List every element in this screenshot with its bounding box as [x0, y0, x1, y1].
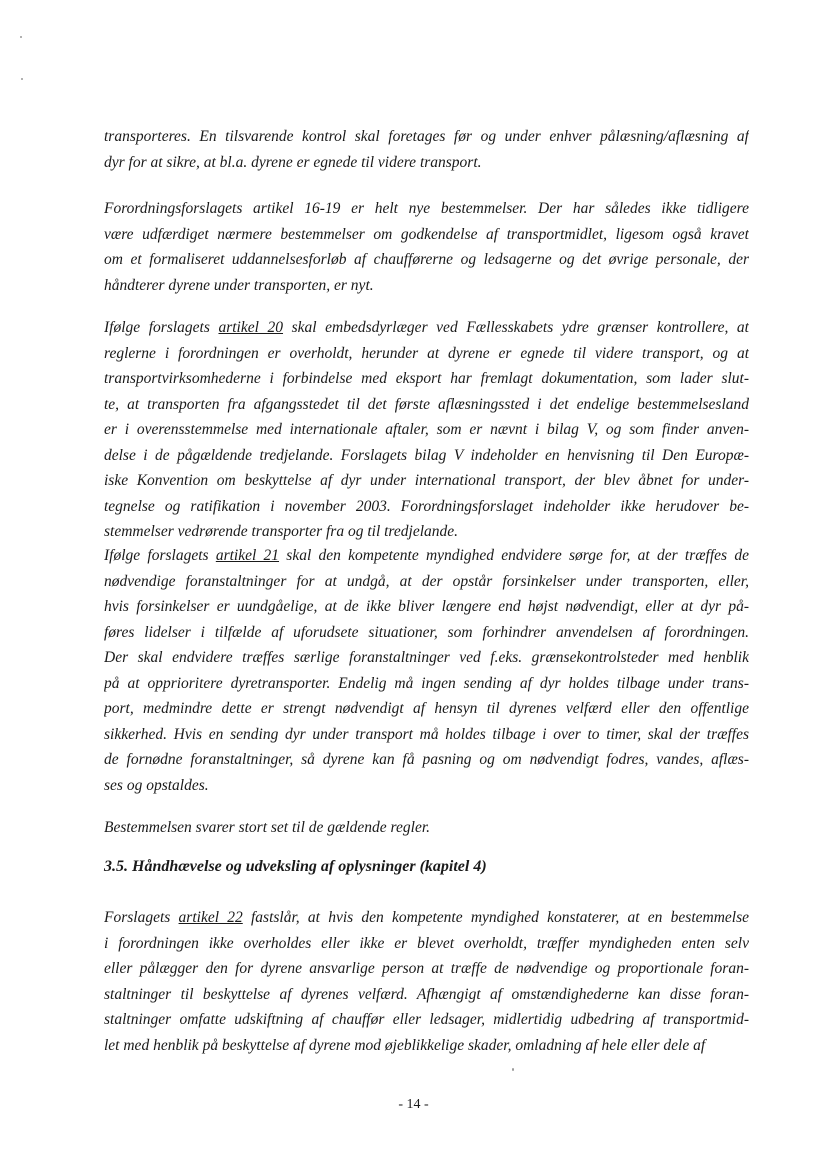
article-reference: artikel 21	[215, 547, 280, 564]
text-line: port, medmindre dette er strengt nødvendigt af hensyn til dyrenes velfærd eller den offentlige	[104, 700, 749, 717]
scan-speck	[20, 36, 22, 38]
text-line: være udfærdiget nærmere bestemmelser om godkendelse af transportmidlet, ligesom også kravet	[104, 225, 749, 243]
text-line: hvis forsinkelser er uundgåelige, at de ikke bliver længere end højst nødvendigt, eller at dyr på-	[104, 598, 749, 615]
text-line: transporteres. En tilsvarende kontrol skal foretages før og under enhver pålæsning/aflæsning af	[104, 128, 749, 145]
text-line: de fornødne foranstaltninger, så dyrene kan få pasning og om nødvendigt fodres, vandes, aflæs-	[104, 751, 749, 768]
text-line: eller pålægger den for dyrene ansvarlige person at træffe de nødvendige og proportionale foran-	[104, 960, 749, 977]
text-line: let med henblik på beskyttelse af dyrene mod øjeblikkelige skader, omladning af hele eller dele af	[104, 1036, 706, 1054]
section-heading: 3.5. Håndhævelse og udveksling af oplysninger (kapitel 4)	[104, 858, 487, 875]
text-line: sikkerhed. Hvis en sending dyr under transport må holdes tilbage i over to timer, skal der træffes	[104, 725, 749, 743]
text-line: staltninger til beskyttelse af dyrenes velfærd. Afhængigt af omstændighederne kan disse foran-	[104, 985, 749, 1003]
scan-speck	[512, 1068, 514, 1071]
text-line: delse i de pågældende tredjelande. Forslagets bilag V indeholder en henvisning til Den Europæ-	[104, 446, 749, 464]
text-line: te, at transporten fra afgangsstedet til det første aflæsningssted i det endelige bestemmelsesland	[104, 395, 749, 413]
scan-speck	[21, 78, 23, 80]
text-line: i forordningen ikke overholdes eller ikke er blevet overholdt, træffer myndigheden enten selv	[104, 934, 749, 952]
text-segment: skal den kompetente myndighed endvidere sørge for, at der træffes de	[279, 547, 749, 564]
paragraph-6	[104, 905, 749, 1058]
paragraph-3	[104, 315, 749, 545]
text-line: er i overensstemmelse med internationale aftaler, som er nævnt i bilag V, og som finder anven-	[104, 421, 749, 438]
text-line	[104, 315, 749, 341]
paragraph-1	[104, 124, 749, 175]
text-segment: Forslagets	[104, 909, 179, 926]
text-line: Forordningsforslagets artikel 16-19 er helt nye bestemmelser. Der har således ikke tidligere	[104, 200, 749, 217]
text-line	[104, 905, 749, 931]
article-reference: artikel 20	[218, 319, 284, 336]
text-line: på at opprioritere dyretransporter. Endelig må ingen sending af dyr holdes tilbage under trans-	[104, 674, 749, 692]
text-line: iske Konvention om beskyttelse af dyr under international transport, der blev åbnet for under-	[104, 472, 749, 489]
text-segment: skal embedsdyrlæger ved Fællesskabets ydre grænser kontrollere, at	[283, 319, 749, 336]
text-segment: fastslår, at hvis den kompetente myndighed konstaterer, at en bestemmelse	[242, 909, 749, 926]
paragraph-4	[104, 543, 749, 798]
text-line: staltninger omfatte udskiftning af chauffør eller ledsager, midlertidig udbedring af transportmid-	[104, 1011, 749, 1028]
text-line: dyr for at sikre, at bl.a. dyrene er egnede til videre transport.	[104, 153, 482, 171]
paragraph-2	[104, 196, 749, 298]
text-line: reglerne i forordningen er overholdt, herunder at dyrene er egnede til videre transport, og at	[104, 344, 749, 362]
text-segment: Ifølge forslagets	[104, 319, 219, 336]
text-line: ses og opstaldes.	[104, 776, 209, 794]
paragraph-5	[104, 815, 749, 841]
article-reference: artikel 22	[178, 909, 243, 926]
text-line: stemmelser vedrørende transporter fra og til tredjelande.	[104, 523, 459, 540]
page-number: - 14 -	[398, 1097, 429, 1112]
text-line: Der skal endvidere træffes særlige foranstaltninger ved f.eks. grænsekontrolsteder med henblik	[104, 649, 749, 666]
text-line: håndterer dyrene under transporten, er nyt.	[104, 276, 374, 294]
text-line: Bestemmelsen svarer stort set til de gældende regler.	[104, 819, 431, 836]
text-segment: Ifølge forslagets	[104, 547, 216, 564]
text-line: føres lidelser i tilfælde af uforudsete situationer, som forhindrer anvendelsen af forordningen.	[104, 623, 749, 641]
text-line: tegnelse og ratifikation i november 2003. Forordningsforslaget indeholder ikke herudover be-	[104, 497, 749, 515]
text-line: transportvirksomhederne i forbindelse med eksport har fremlagt dokumentation, som lader slut-	[104, 370, 749, 387]
text-line: nødvendige foranstaltninger for at undgå, at der opstår forsinkelser under transporten, eller,	[104, 572, 749, 590]
text-line	[104, 543, 749, 569]
text-line: om et formaliseret uddannelsesforløb af chaufførerne og ledsagerne og det øvrige personale, der	[104, 251, 749, 268]
